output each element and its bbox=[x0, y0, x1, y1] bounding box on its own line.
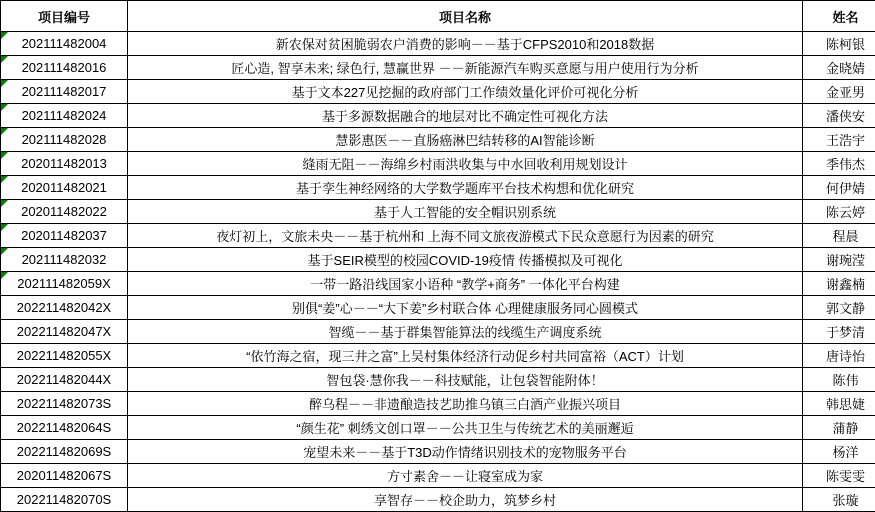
cell-person-name: 潘侠安 bbox=[803, 104, 875, 128]
cell-person-name: 季伟杰 bbox=[803, 152, 875, 176]
cell-project-code: 202211482047X bbox=[1, 320, 128, 344]
cell-person-name: 谢琬滢 bbox=[803, 248, 875, 272]
cell-project-title: 基于SEIR模型的校园COVID-19疫情 传播模拟及可视化 bbox=[128, 248, 803, 272]
cell-project-title: 享智存－－校企助力，筑梦乡村 bbox=[128, 488, 803, 512]
cell-project-title: 一带一路沿线国家小语种 “教学+商务” 一体化平台构建 bbox=[128, 272, 803, 296]
cell-project-code: 202211482044X bbox=[1, 368, 128, 392]
cell-project-code: 202011482022 bbox=[1, 200, 128, 224]
header-cell-code: 项目编号 bbox=[1, 1, 128, 32]
cell-person-name: 张璇 bbox=[803, 488, 875, 512]
cell-person-name: 程晨 bbox=[803, 224, 875, 248]
table-row bbox=[1, 128, 875, 152]
table-row bbox=[1, 272, 875, 296]
cell-project-code: 202211482055X bbox=[1, 344, 128, 368]
cell-person-name: 陈伟 bbox=[803, 368, 875, 392]
cell-project-title: 缝雨无阻－－海绵乡村雨洪收集与中水回收利用规划设计 bbox=[128, 152, 803, 176]
table-row bbox=[1, 56, 875, 80]
cell-project-code: 202111482028 bbox=[1, 128, 128, 152]
cell-project-title: 智包袋·慧你我－－科技赋能，让包袋智能附体！ bbox=[128, 368, 803, 392]
header-row bbox=[1, 1, 875, 32]
cell-project-title: 基于人工智能的安全帽识别系统 bbox=[128, 200, 803, 224]
table-row bbox=[1, 224, 875, 248]
cell-project-code: 202211482069S bbox=[1, 440, 128, 464]
cell-project-title: 匠心造, 智享未来; 绿色行, 慧赢世界 －－新能源汽车购买意愿与用户使用行为分析 bbox=[128, 56, 803, 80]
table-row bbox=[1, 152, 875, 176]
cell-project-title: 宠望未来－－基于T3D动作情绪识别技术的宠物服务平台 bbox=[128, 440, 803, 464]
table-row bbox=[1, 344, 875, 368]
cell-project-title: 慧影惠医－－直肠癌淋巴结转移的AI智能诊断 bbox=[128, 128, 803, 152]
cell-project-title: 智缆－－基于群集智能算法的线缆生产调度系统 bbox=[128, 320, 803, 344]
cell-project-code: 202211482064S bbox=[1, 416, 128, 440]
cell-project-title: 夜灯初上，文旅未央－－基于杭州和 上海不同文旅夜游模式下民众意愿行为因素的研究 bbox=[128, 224, 803, 248]
cell-project-title: 基于文本227见挖掘的政府部门工作绩效量化评价可视化分析 bbox=[128, 80, 803, 104]
cell-person-name: 陈云婷 bbox=[803, 200, 875, 224]
header-cell-name: 姓名 bbox=[803, 1, 875, 32]
table-row bbox=[1, 392, 875, 416]
cell-project-code: 202211482042X bbox=[1, 296, 128, 320]
cell-project-code: 202011482021 bbox=[1, 176, 128, 200]
table-row bbox=[1, 416, 875, 440]
cell-person-name: 蒲静 bbox=[803, 416, 875, 440]
cell-project-code: 202011482013 bbox=[1, 152, 128, 176]
table-row bbox=[1, 80, 875, 104]
table-header bbox=[1, 1, 875, 32]
cell-project-code: 202111482024 bbox=[1, 104, 128, 128]
cell-person-name: 郭文静 bbox=[803, 296, 875, 320]
cell-person-name: 杨洋 bbox=[803, 440, 875, 464]
cell-project-code: 202111482059X bbox=[1, 272, 128, 296]
cell-person-name: 陈雯雯 bbox=[803, 464, 875, 488]
table-row bbox=[1, 32, 875, 56]
cell-project-code: 202111482016 bbox=[1, 56, 128, 80]
cell-project-code: 202111482004 bbox=[1, 32, 128, 56]
cell-person-name: 唐诗怡 bbox=[803, 344, 875, 368]
cell-project-title: 基于孪生神经网络的大学数学题库平台技术构想和优化研究 bbox=[128, 176, 803, 200]
table-row bbox=[1, 464, 875, 488]
cell-person-name: 韩思婕 bbox=[803, 392, 875, 416]
table-row bbox=[1, 368, 875, 392]
cell-project-title: 方寸素舍－－让寝室成为家 bbox=[128, 464, 803, 488]
header-cell-title: 项目名称 bbox=[128, 1, 803, 32]
cell-project-title: 新农保对贫困脆弱农户消费的影响－－基于CFPS2010和2018数据 bbox=[128, 32, 803, 56]
table-row bbox=[1, 296, 875, 320]
cell-project-code: 202211482070S bbox=[1, 488, 128, 512]
table-row bbox=[1, 488, 875, 512]
table-row bbox=[1, 248, 875, 272]
cell-person-name: 王浩宇 bbox=[803, 128, 875, 152]
cell-person-name: 金晓婧 bbox=[803, 56, 875, 80]
cell-project-code: 202011482037 bbox=[1, 224, 128, 248]
cell-project-title: 醉乌程－－非遗酿造技艺助推乌镇三白酒产业振兴项目 bbox=[128, 392, 803, 416]
table-row bbox=[1, 320, 875, 344]
table-body bbox=[1, 32, 875, 512]
cell-project-title: 基于多源数据融合的地层对比不确定性可视化方法 bbox=[128, 104, 803, 128]
cell-project-title: “颜生花” 刺绣文创口罩－－公共卫生与传统艺术的美丽邂逅 bbox=[128, 416, 803, 440]
cell-person-name: 金亚男 bbox=[803, 80, 875, 104]
table-row bbox=[1, 200, 875, 224]
cell-person-name: 谢鑫楠 bbox=[803, 272, 875, 296]
cell-person-name: 陈柯银 bbox=[803, 32, 875, 56]
cell-project-code: 202111482032 bbox=[1, 248, 128, 272]
cell-person-name: 于梦清 bbox=[803, 320, 875, 344]
cell-project-title: “依竹海之宿，现三井之富”上吴村集体经济行动促乡村共同富裕（ACT）计划 bbox=[128, 344, 803, 368]
cell-person-name: 何伊婧 bbox=[803, 176, 875, 200]
cell-project-code: 202211482073S bbox=[1, 392, 128, 416]
table-row bbox=[1, 104, 875, 128]
cell-project-code: 202011482067S bbox=[1, 464, 128, 488]
table-row bbox=[1, 176, 875, 200]
cell-project-code: 202111482017 bbox=[1, 80, 128, 104]
cell-project-title: 别俱“姜”心－－“大下姜”乡村联合体 心理健康服务同心圆模式 bbox=[128, 296, 803, 320]
table-row bbox=[1, 440, 875, 464]
